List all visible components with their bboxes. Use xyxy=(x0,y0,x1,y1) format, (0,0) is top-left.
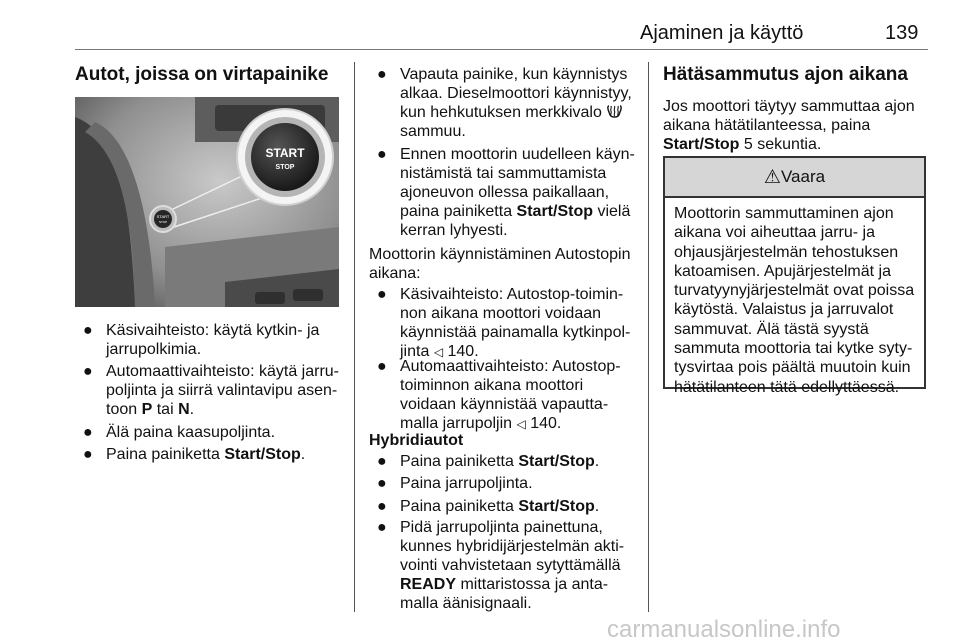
bullet-icon: ● xyxy=(377,66,387,83)
page-reference[interactable]: 140. xyxy=(447,343,479,360)
bullet-icon: ● xyxy=(83,322,93,339)
bullet-icon: ● xyxy=(83,363,93,380)
list-item: ● Automaattivaihteisto: käytä jarru- poljinta ja siirrä valintavipu asen- toon P tai N. xyxy=(83,363,339,418)
bullet-icon: ● xyxy=(377,286,387,303)
section-title: Ajaminen ja käyttö xyxy=(640,22,804,44)
start-button-photo xyxy=(75,97,339,307)
column-divider-1 xyxy=(354,62,355,612)
svg-text:STOP: STOP xyxy=(158,220,168,224)
list-item: ● Käsivaihteisto: käytä kytkin- ja jarrupolkimia. xyxy=(83,322,320,358)
svg-text:START: START xyxy=(156,214,170,219)
warning-header xyxy=(665,158,924,198)
dashboard-illustration xyxy=(75,97,339,307)
emergency-paragraph: Jos moottori täytyy sammuttaa ajon aikana hätätilanteessa, paina Start/Stop 5 sekuntia. xyxy=(663,98,915,153)
bullet-icon: ● xyxy=(377,146,387,163)
column1-heading: Autot, joissa on virtapainike xyxy=(75,64,329,85)
warning-title: Vaara xyxy=(780,167,826,186)
list-item: ● Pidä jarrupoljinta painettuna, kunnes hybridijärjestelmän akti- vointi vahvistetaan sytyttämällä READY mittaristossa ja anta- malla äänisignaali. xyxy=(377,519,625,612)
page-reference-icon: ◁ xyxy=(516,417,526,431)
warning-icon: ⚠ xyxy=(763,166,781,188)
list-item: ● Paina painiketta Start/Stop. xyxy=(83,446,306,463)
stop-label: STOP xyxy=(275,164,295,171)
column-divider-2 xyxy=(648,62,649,612)
list-item: ● Käsivaihteisto: Autostop-toimin- non aikana moottori voidaan käynnistää painamalla kytkinpol- jinta ◁ 140. xyxy=(377,286,631,360)
bullet-icon: ● xyxy=(377,358,387,375)
list-item: ● Paina painiketta Start/Stop. xyxy=(377,498,600,515)
autostop-paragraph: Moottorin käynnistäminen Autostopin aikana: xyxy=(369,246,631,282)
bullet-icon: ● xyxy=(377,453,387,470)
hybrid-subheading: Hybridiautot xyxy=(369,432,464,449)
list-item: ● Paina jarrupoljinta. xyxy=(377,475,533,492)
bullet-icon: ● xyxy=(377,498,387,515)
page-number: 139 xyxy=(885,22,919,44)
warning-box xyxy=(663,156,926,396)
page-reference[interactable]: 140. xyxy=(530,415,562,432)
header-rule xyxy=(75,49,928,50)
list-item: ● Älä paina kaasupoljinta. xyxy=(83,424,276,441)
list-item: ● Ennen moottorin uudelleen käyn- nistämistä tai sammuttamista ajoneuvon ollessa paikallaan, paina painiketta Start/Stop vielä kerran lyhyesti. xyxy=(377,146,635,239)
watermark[interactable]: carmanualsonline.info xyxy=(607,616,841,643)
start-label: START xyxy=(265,146,305,160)
bullet-icon: ● xyxy=(377,519,387,536)
column3-heading: Hätäsammutus ajon aikana xyxy=(663,64,908,85)
bullet-icon: ● xyxy=(377,475,387,492)
glow-plug-icon xyxy=(606,103,623,119)
bullet-icon: ● xyxy=(83,424,93,441)
page-reference-icon: ◁ xyxy=(433,345,444,359)
bullet-icon: ● xyxy=(83,446,93,463)
list-item: ● Vapauta painike, kun käynnistys alkaa. Dieselmoottori käynnistyy, kun hehkutuksen merkkivalo sammuu. xyxy=(377,66,632,140)
list-item: ● Paina painiketta Start/Stop. xyxy=(377,453,600,470)
list-item: ● Automaattivaihteisto: Autostop- toiminnon aikana moottori voidaan käynnistää vapautta- malla jarrupoljin ◁ 140. xyxy=(377,358,621,432)
warning-text: Moottorin sammuttaminen ajon aikana voi aiheuttaa jarru- ja ohjausjärjestelmän tehostuksen katoamisen. Apujärjestelmät ja turvatyynyjärjestelmät ovat poissa käytöstä. Valaistus ja jarruvalot sammuvat. Älä tästä syystä sammuta moottoria tai kytke syty- tysvirtaa pois päältä muutoin kuin hätätilanteen tätä edellyttäessä. xyxy=(674,205,915,396)
